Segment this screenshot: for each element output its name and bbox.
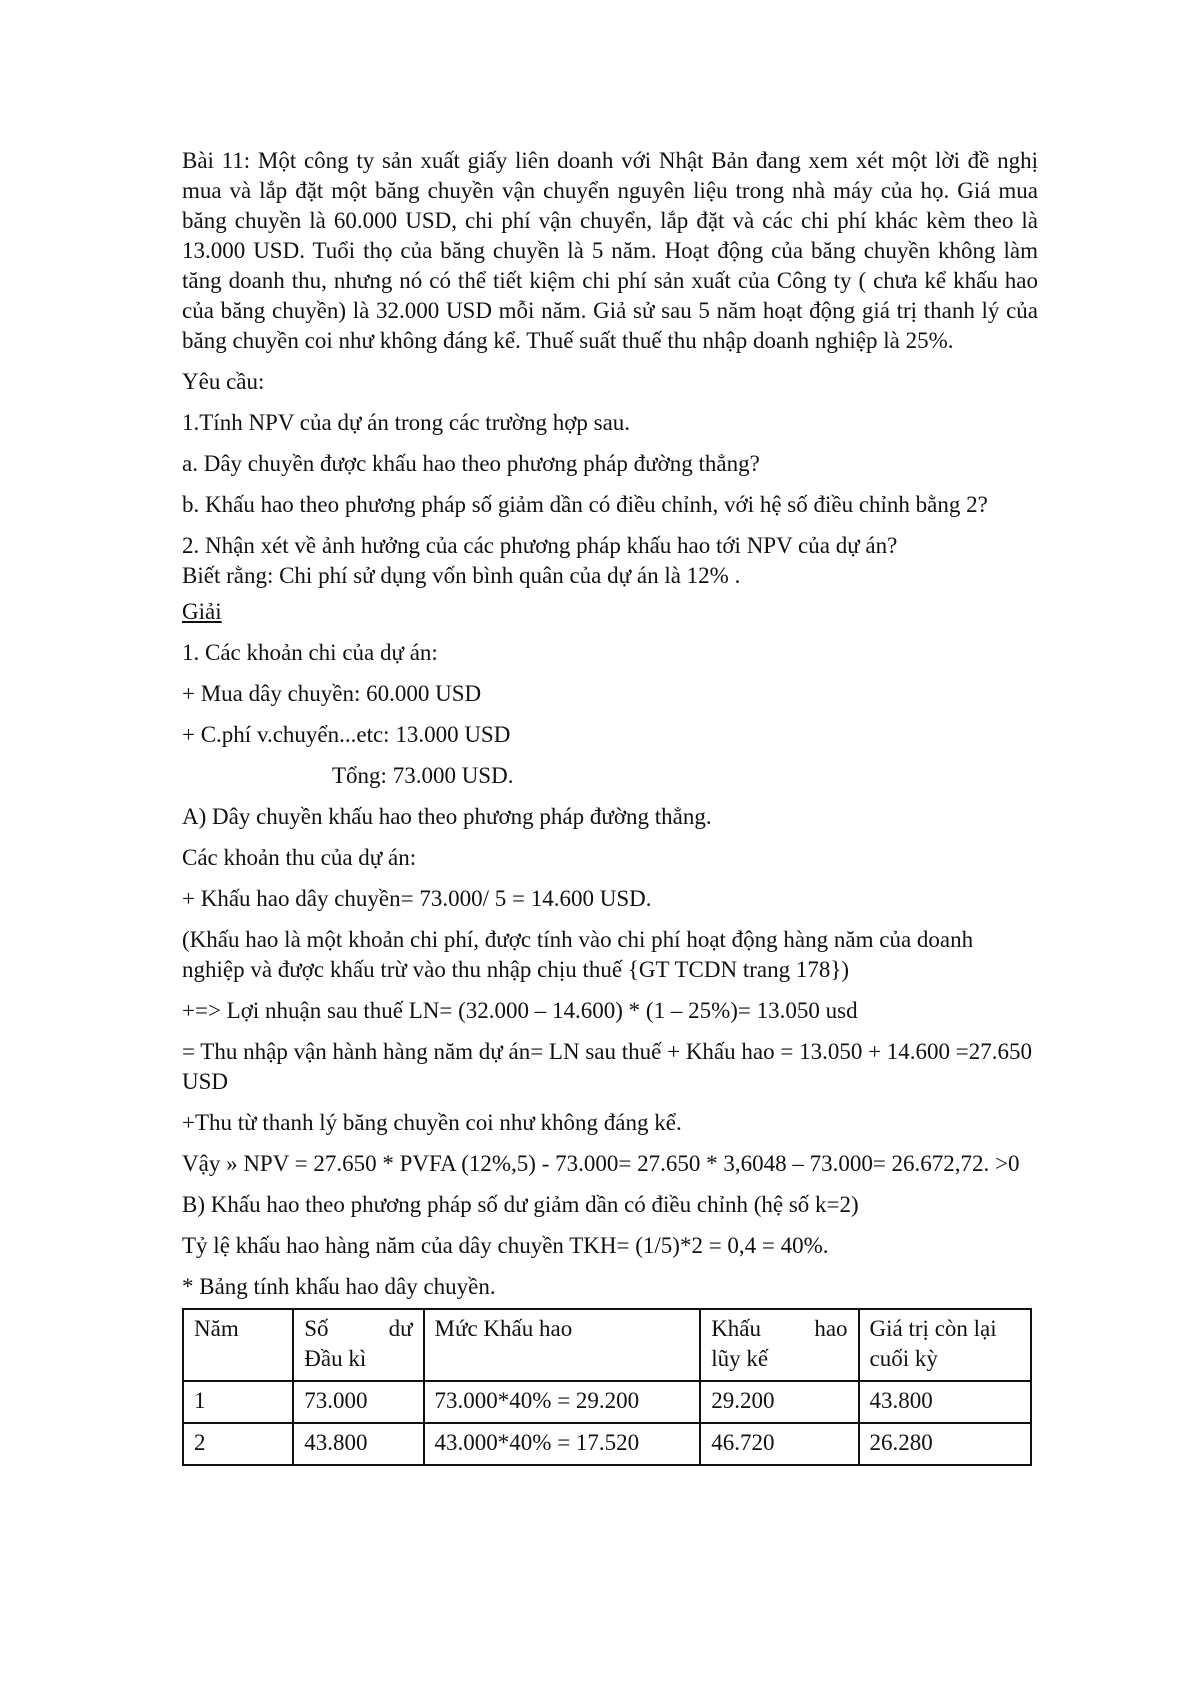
- question-1b: b. Khấu hao theo phương pháp số giảm dần có điều chỉnh, với hệ số điều chỉnh bằng 2?: [182, 492, 988, 517]
- depreciation-table: [182, 1308, 1032, 1466]
- header-opening-balance: [293, 1309, 423, 1381]
- cost-item-1: + Mua dây chuyền: 60.000 USD: [182, 681, 482, 706]
- cell-opening: 73.000: [293, 1381, 423, 1423]
- problem-statement: Bài 11: Một công ty sản xuất giấy liên doanh với Nhật Bản đang xem xét một lời đề nghị mua và lắp đặt một băng chuyền vận chuyển nguyên liệu trong nhà máy của họ. Giá mua băng chuyền là 60.000 USD, chi phí vận chuyển, lắp đặt và các chi phí khác kèm theo là 13.000 USD. Tuổi thọ của băng chuyền là 5 năm. Hoạt động của băng chuyền không làm tăng doanh thu, nhưng nó có thể tiết kiệm chi phí sản xuất của Công ty ( chưa kể khấu hao của băng chuyền) là 32.000 USD mỗi năm. Giả sử sau 5 năm hoạt động giá trị thanh lý của băng chuyền coi như không đáng kể. Thuế suất thuế thu nhập doanh nghiệp là 25%.: [182, 148, 1038, 353]
- operating-income-line: = Thu nhập vận hành hàng năm dự án= LN sau thuế + Khấu hao = 13.050 + 14.600 =27.650 USD: [182, 1039, 1033, 1094]
- header-opening-word-2: dư: [388, 1316, 413, 1341]
- header-accum-word-1: Khấu: [711, 1316, 762, 1341]
- cell-amount: 43.000*40% = 17.520: [424, 1423, 701, 1465]
- document-page: [182, 146, 1038, 1466]
- depreciation-note: (Khấu hao là một khoản chi phí, được tính vào chi phí hoạt động hàng năm của doanh nghiệp và được khấu trừ vào thu nhập chịu thuế {GT TCDN trang 178}): [182, 927, 974, 982]
- depreciation-line: + Khấu hao dây chuyền= 73.000/ 5 = 14.600 USD.: [182, 886, 652, 911]
- cell-year: 2: [183, 1423, 293, 1465]
- liquidation-line: +Thu từ thanh lý băng chuyền coi như không đáng kể.: [182, 1110, 682, 1135]
- table-row: [183, 1423, 1031, 1465]
- question-1: 1.Tính NPV của dự án trong các trường hợp sau.: [182, 410, 631, 435]
- costs-title: 1. Các khoản chi của dự án:: [182, 640, 438, 665]
- header-accum-line-2: lũy kế: [711, 1346, 769, 1371]
- table-row: [183, 1381, 1031, 1423]
- header-remaining-line-2: cuối kỳ: [869, 1346, 938, 1371]
- cost-item-2: + C.phí v.chuyển...etc: 13.000 USD: [182, 722, 511, 747]
- part-a-title: A) Dây chuyền khấu hao theo phương pháp đường thẳng.: [182, 804, 712, 829]
- npv-line: Vậy » NPV = 27.650 * PVFA (12%,5) - 73.000= 27.650 * 3,6048 – 73.000= 26.672,72. >0: [182, 1151, 1020, 1176]
- header-depreciation-amount: Mức Khấu hao: [424, 1309, 701, 1381]
- part-b-title: B) Khấu hao theo phương pháp số dư giảm dần có điều chỉnh (hệ số k=2): [182, 1192, 859, 1217]
- question-2-text: 2. Nhận xét về ảnh hưởng của các phương pháp khấu hao tới NPV của dự án?: [182, 533, 898, 558]
- cell-remaining: 43.800: [859, 1381, 1031, 1423]
- header-opening-word-1: Số: [304, 1316, 329, 1341]
- rate-line: Tỷ lệ khấu hao hàng năm của dây chuyền TKH= (1/5)*2 = 0,4 = 40%.: [182, 1233, 829, 1258]
- cell-remaining: 26.280: [859, 1423, 1031, 1465]
- question-2-note: Biết rằng: Chi phí sử dụng vốn bình quân của dự án là 12% .: [182, 563, 741, 588]
- table-title: * Bảng tính khấu hao dây chuyền.: [182, 1274, 496, 1299]
- question-1a: a. Dây chuyền được khấu hao theo phương pháp đường thẳng?: [182, 451, 760, 476]
- header-accumulated: [700, 1309, 858, 1381]
- solution-heading: Giải: [182, 599, 222, 624]
- cell-year: 1: [183, 1381, 293, 1423]
- header-accum-word-2: hao: [814, 1316, 848, 1341]
- cell-accumulated: 29.200: [700, 1381, 858, 1423]
- header-remaining-line-1: Giá trị còn lại: [869, 1316, 997, 1341]
- cell-amount: 73.000*40% = 29.200: [424, 1381, 701, 1423]
- header-opening-line-2: Đầu kì: [304, 1346, 367, 1371]
- header-year: Năm: [183, 1309, 293, 1381]
- header-remaining-value: [859, 1309, 1031, 1381]
- cell-accumulated: 46.720: [700, 1423, 858, 1465]
- table-header-row: [183, 1309, 1031, 1381]
- cost-total: Tổng: 73.000 USD.: [332, 763, 514, 788]
- question-2: [182, 531, 1038, 591]
- cell-opening: 43.800: [293, 1423, 423, 1465]
- requirements-label: Yêu cầu:: [182, 369, 265, 394]
- income-title: Các khoản thu của dự án:: [182, 845, 417, 870]
- profit-line: +=> Lợi nhuận sau thuế LN= (32.000 – 14.600) * (1 – 25%)= 13.050 usd: [182, 998, 858, 1023]
